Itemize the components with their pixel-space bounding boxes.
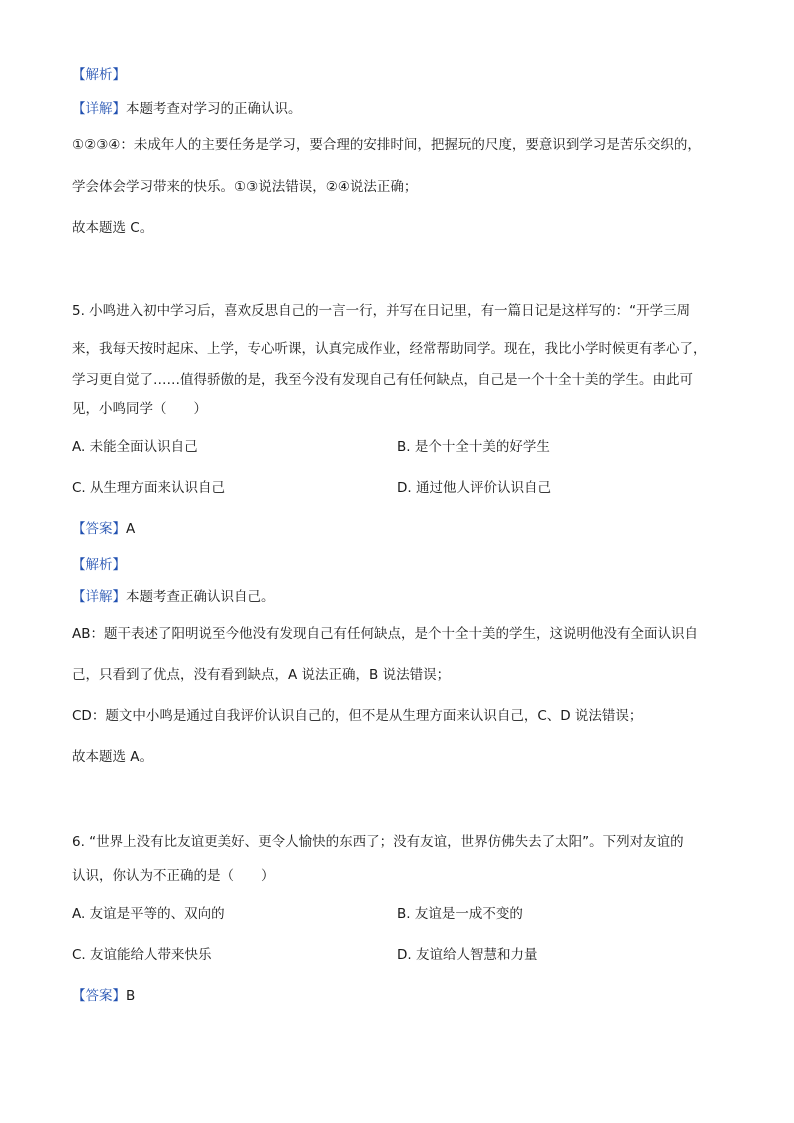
explanation-line: ①②③④：未成年人的主要任务是学习，要合理的安排时间，把握玩的尺度，要意识到学习是苦乐交织的， [72,137,701,153]
explanation-line: AB：题干表述了阳明说至今他没有发现自己有任何缺点，是个十全十美的学生，这说明他没有全面认识自 [72,626,698,642]
option-c: C. 从生理方面来认识自己 [72,480,226,496]
answer-value: B [126,988,136,1004]
conclusion-line: 故本题选 A。 [72,749,154,765]
answer-value: A [126,521,136,537]
question-stem-line: 学习更自觉了……值得骄傲的是，我至今没有发现自己有任何缺点，自己是一个十全十美的学生。由此可 [72,372,693,388]
option-a: A. 未能全面认识自己 [72,439,198,455]
explanation-line: 学会体会学习带来的快乐。①③说法错误，②④说法正确； [72,179,418,195]
question-stem-line: 认识，你认为不正确的是（ ） [72,868,275,884]
detail-line [72,588,275,606]
answer-line [72,987,135,1005]
option-b: B. 是个十全十美的好学生 [397,439,550,455]
option-d: D. 通过他人评价认识自己 [397,480,551,496]
option-c: C. 友谊能给人带来快乐 [72,947,212,963]
detail-line [72,100,302,118]
question-stem-line: 6. “世界上没有比友谊更美好、更令人愉快的东西了；没有友谊，世界仿佛失去了太阳”。下列对友谊的 [72,834,684,850]
conclusion-line: 故本题选 C。 [72,220,154,236]
detail-text: 本题考查对学习的正确认识。 [126,101,302,117]
option-a: A. 友谊是平等的、双向的 [72,906,225,922]
question-stem-line: 5. 小鸣进入初中学习后，喜欢反思自己的一言一行，并写在日记里，有一篇日记是这样写的：“开学三周 [72,303,691,319]
question-stem-line: 来，我每天按时起床、上学，专心听课，认真完成作业，经常帮助同学。现在，我比小学时候更有孝心了， [72,341,707,357]
option-b: B. 友谊是一成不变的 [397,906,523,922]
explanation-line: CD：题文中小鸣是通过自我评价认识自己的，但不是从生理方面来认识自己，C、D 说法错误； [72,708,643,724]
detail-tag: 【详解】 [72,101,126,117]
detail-text: 本题考查正确认识自己。 [126,589,275,605]
answer-tag: 【答案】 [72,988,126,1004]
question-stem-line: 见，小鸣同学（ ） [72,401,207,417]
explanation-line: 己，只看到了优点，没有看到缺点，A 说法正确，B 说法错误； [72,667,451,683]
analysis-heading: 【解析】 [72,67,126,83]
answer-line [72,520,135,538]
analysis-heading: 【解析】 [72,557,126,573]
option-d: D. 友谊给人智慧和力量 [397,947,538,963]
detail-tag: 【详解】 [72,589,126,605]
answer-tag: 【答案】 [72,521,126,537]
